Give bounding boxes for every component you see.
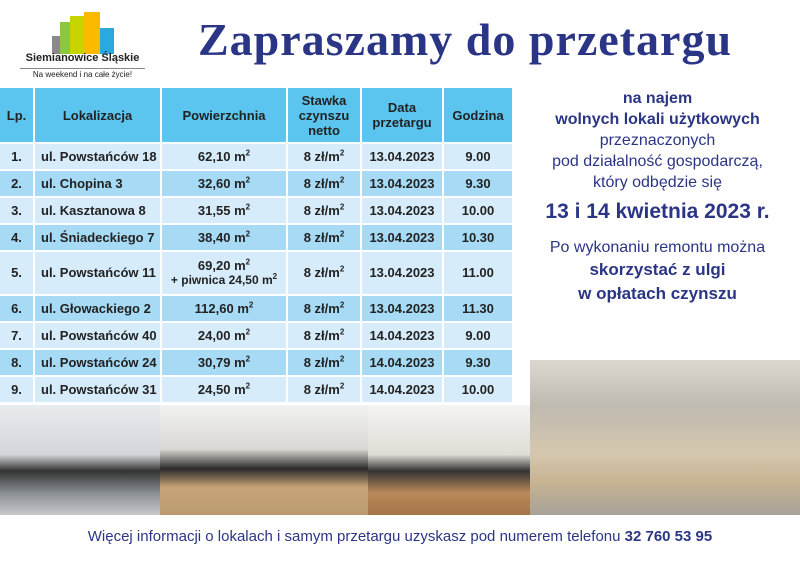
cell-rate [288, 350, 362, 377]
cell-area [162, 171, 288, 198]
cell-date: 13.04.2023 [362, 144, 444, 171]
cell-rate [288, 198, 362, 225]
rate-value: 8 zł/m [303, 265, 340, 280]
cell-time: 10.00 [444, 377, 512, 404]
logo-tagline: Na weekend i na całe życie! [20, 68, 145, 79]
office-photo-4 [530, 360, 800, 515]
text-line: w opłatach czynszu [578, 284, 737, 303]
page-title: Zapraszamy do przetargu [197, 14, 733, 65]
phone-number[interactable]: 32 760 53 95 [624, 528, 713, 545]
cell-date: 13.04.2023 [362, 252, 444, 296]
office-photo-3 [368, 405, 530, 515]
superscript: 2 [245, 202, 251, 212]
table-row [0, 252, 512, 296]
table-row [0, 144, 512, 171]
area-value: 32,60 m [197, 175, 246, 191]
basement-area: + piwnica 24,50 m [170, 273, 273, 287]
cell-lp: 9. [0, 377, 35, 404]
footer-text: Więcej informacji o lokalach i samym przetargu uzyskasz pod numerem telefonu [87, 528, 625, 545]
text-line: na najem [622, 90, 693, 107]
table-body [0, 144, 512, 404]
table-row [0, 377, 512, 404]
cell-time: 9.30 [444, 350, 512, 377]
table-row [0, 171, 512, 198]
cell-area [162, 323, 288, 350]
cell-location: ul. Głowackiego 2 [35, 296, 162, 323]
superscript: 2 [339, 148, 345, 158]
logo-name: Siemianowice Śląskie [25, 52, 140, 64]
superscript: 2 [339, 300, 345, 310]
cell-time: 10.30 [444, 225, 512, 252]
cell-location: ul. Chopina 3 [35, 171, 162, 198]
cell-time: 9.00 [444, 323, 512, 350]
cell-date: 13.04.2023 [362, 296, 444, 323]
col-rate: Stawka czynszu netto [288, 88, 362, 144]
cell-rate [288, 171, 362, 198]
cell-time: 11.30 [444, 296, 512, 323]
rate-value: 8 zł/m [303, 354, 340, 370]
table-row [0, 296, 512, 323]
superscript: 2 [339, 381, 345, 391]
col-area: Powierzchnia [162, 88, 288, 144]
text-line: Po wykonaniu remontu można [549, 239, 766, 256]
office-photo-1 [0, 405, 160, 515]
cell-lp: 7. [0, 323, 35, 350]
cell-area [162, 252, 288, 296]
cell-date: 13.04.2023 [362, 171, 444, 198]
cell-rate [288, 144, 362, 171]
text-line: skorzystać z ulgi [589, 260, 726, 279]
cell-rate [288, 377, 362, 404]
text-line: który odbędzie się [593, 174, 722, 191]
superscript: 2 [245, 257, 251, 267]
cell-lp: 8. [0, 350, 35, 377]
superscript: 2 [248, 300, 254, 310]
superscript: 2 [245, 175, 251, 185]
announcement-text [515, 88, 800, 306]
rate-value: 8 zł/m [303, 202, 340, 218]
cell-lp: 2. [0, 171, 35, 198]
superscript: 2 [339, 264, 345, 274]
col-lp: Lp. [0, 88, 35, 144]
cell-location: ul. Powstańców 31 [35, 377, 162, 404]
cell-location: ul. Powstańców 40 [35, 323, 162, 350]
footer-contact [0, 528, 800, 546]
cell-area [162, 144, 288, 171]
rate-value: 8 zł/m [303, 381, 340, 397]
rate-value: 8 zł/m [303, 327, 340, 343]
cell-location: ul. Powstańców 18 [35, 144, 162, 171]
table-row [0, 323, 512, 350]
table-row [0, 198, 512, 225]
table-row [0, 225, 512, 252]
text-line: pod działalność gospodarczą, [552, 153, 763, 170]
cell-rate [288, 296, 362, 323]
cell-rate [288, 323, 362, 350]
cell-time: 9.30 [444, 171, 512, 198]
cell-date: 14.04.2023 [362, 377, 444, 404]
superscript: 2 [339, 229, 345, 239]
area-value: 31,55 m [197, 202, 246, 218]
superscript: 2 [339, 327, 345, 337]
col-date: Data przetargu [362, 88, 444, 144]
superscript: 2 [245, 354, 251, 364]
cell-area [162, 296, 288, 323]
cell-date: 14.04.2023 [362, 323, 444, 350]
cell-area [162, 198, 288, 225]
cell-lp: 6. [0, 296, 35, 323]
premises-table [0, 88, 512, 405]
table-header [0, 88, 512, 144]
superscript: 2 [245, 381, 251, 391]
cell-lp: 1. [0, 144, 35, 171]
cell-time: 9.00 [444, 144, 512, 171]
cell-date: 13.04.2023 [362, 225, 444, 252]
rate-value: 8 zł/m [303, 300, 340, 316]
superscript: 2 [245, 327, 251, 337]
superscript: 2 [272, 272, 278, 281]
logo-bars-icon [50, 12, 120, 54]
table-row [0, 350, 512, 377]
col-time: Godzina [444, 88, 512, 144]
cell-lp: 5. [0, 252, 35, 296]
cell-location: ul. Kasztanowa 8 [35, 198, 162, 225]
office-photo-2 [160, 405, 368, 515]
cell-lp: 3. [0, 198, 35, 225]
auction-dates: 13 i 14 kwietnia 2023 r. [545, 200, 770, 223]
cell-location: ul. Śniadeckiego 7 [35, 225, 162, 252]
text-line: wolnych lokali użytkowych [555, 111, 760, 128]
area-value: 38,40 m [197, 229, 246, 245]
superscript: 2 [245, 148, 251, 158]
cell-rate [288, 252, 362, 296]
cell-lp: 4. [0, 225, 35, 252]
area-value: 30,79 m [197, 354, 246, 370]
rate-value: 8 zł/m [303, 148, 340, 164]
cell-time: 10.00 [444, 198, 512, 225]
rate-value: 8 zł/m [303, 229, 340, 245]
text-line: przeznaczonych [599, 132, 716, 149]
cell-location: ul. Powstańców 24 [35, 350, 162, 377]
superscript: 2 [339, 202, 345, 212]
rate-value: 8 zł/m [303, 175, 340, 191]
area-value: 24,50 m [197, 381, 246, 397]
area-value: 62,10 m [197, 148, 246, 164]
cell-area [162, 377, 288, 404]
cell-location: ul. Powstańców 11 [35, 252, 162, 296]
col-location: Lokalizacja [35, 88, 162, 144]
cell-date: 13.04.2023 [362, 198, 444, 225]
superscript: 2 [339, 354, 345, 364]
area-value: 112,60 m [194, 300, 249, 316]
cell-time: 11.00 [444, 252, 512, 296]
area-value: 24,00 m [197, 327, 246, 343]
cell-area [162, 225, 288, 252]
area-value: 69,20 m [197, 258, 246, 273]
city-logo [20, 8, 145, 78]
cell-rate [288, 225, 362, 252]
superscript: 2 [339, 175, 345, 185]
cell-date: 14.04.2023 [362, 350, 444, 377]
cell-area [162, 350, 288, 377]
superscript: 2 [245, 229, 251, 239]
